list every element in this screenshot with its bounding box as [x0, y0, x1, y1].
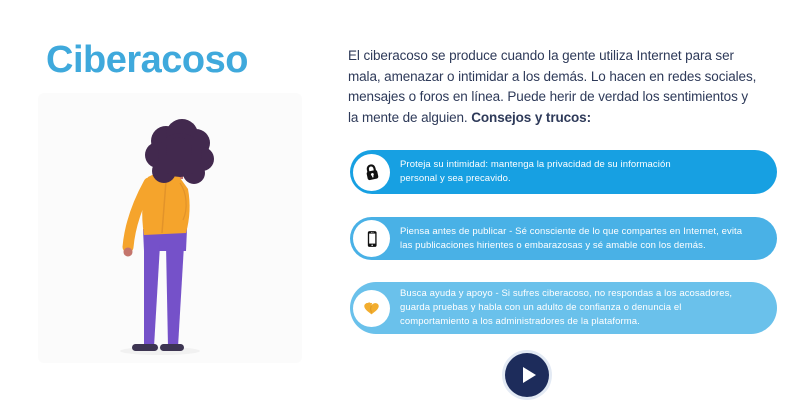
intro-line: mensajes o foros en línea. Puede herir de verdad los sentimientos y [348, 89, 749, 104]
page-title: Ciberacoso [46, 39, 248, 81]
tip-line: las publicaciones hirientes o embarazosas y sé amable con los demás. [400, 239, 706, 251]
pants [143, 229, 187, 347]
illustration-panel [38, 93, 302, 363]
tip-card-think-before-posting [350, 217, 777, 260]
intro-line: El ciberacoso se produce cuando la gente utiliza Internet para ser [348, 48, 734, 63]
tip-text [400, 225, 742, 253]
helping-hands-icon [361, 298, 382, 319]
hair [145, 119, 214, 184]
play-button[interactable] [505, 353, 549, 397]
tip-card-seek-help [350, 282, 777, 334]
tip-card-privacy [350, 150, 777, 194]
intro-paragraph [348, 46, 756, 128]
tip-line: personal y sea precavido. [400, 173, 511, 184]
intro-emphasis: Consejos y trucos: [471, 109, 591, 125]
tip-line: Busca ayuda y apoyo - Si sufres ciberacoso, no respondas a los acosadores, [400, 288, 733, 299]
tip-line: Piensa antes de publicar - Sé consciente de lo que compartes en Internet, evita [400, 225, 743, 237]
play-icon [523, 367, 536, 383]
intro-line-text: la mente de alguien. [348, 109, 468, 125]
tip-icon-circle [353, 154, 390, 191]
tip-line: Proteja su intimidad: mantenga la privacidad de su información [400, 159, 671, 170]
tip-text [400, 158, 671, 186]
intro-line: mala, amenazar o intimidar a los demás. Lo hacen en redes sociales, [348, 68, 757, 84]
tip-icon-circle [353, 290, 390, 327]
padlock-icon [362, 162, 382, 182]
tip-text [400, 287, 732, 329]
smartphone-icon [362, 229, 382, 249]
sad-woman-illustration [38, 93, 302, 363]
tip-line: comportamiento a los administradores de la plataforma. [400, 316, 640, 327]
tip-icon-circle [353, 220, 390, 257]
tip-line: guarda pruebas y habla con un adulto de confianza o denuncia el [400, 302, 682, 313]
intro-line [348, 108, 756, 129]
